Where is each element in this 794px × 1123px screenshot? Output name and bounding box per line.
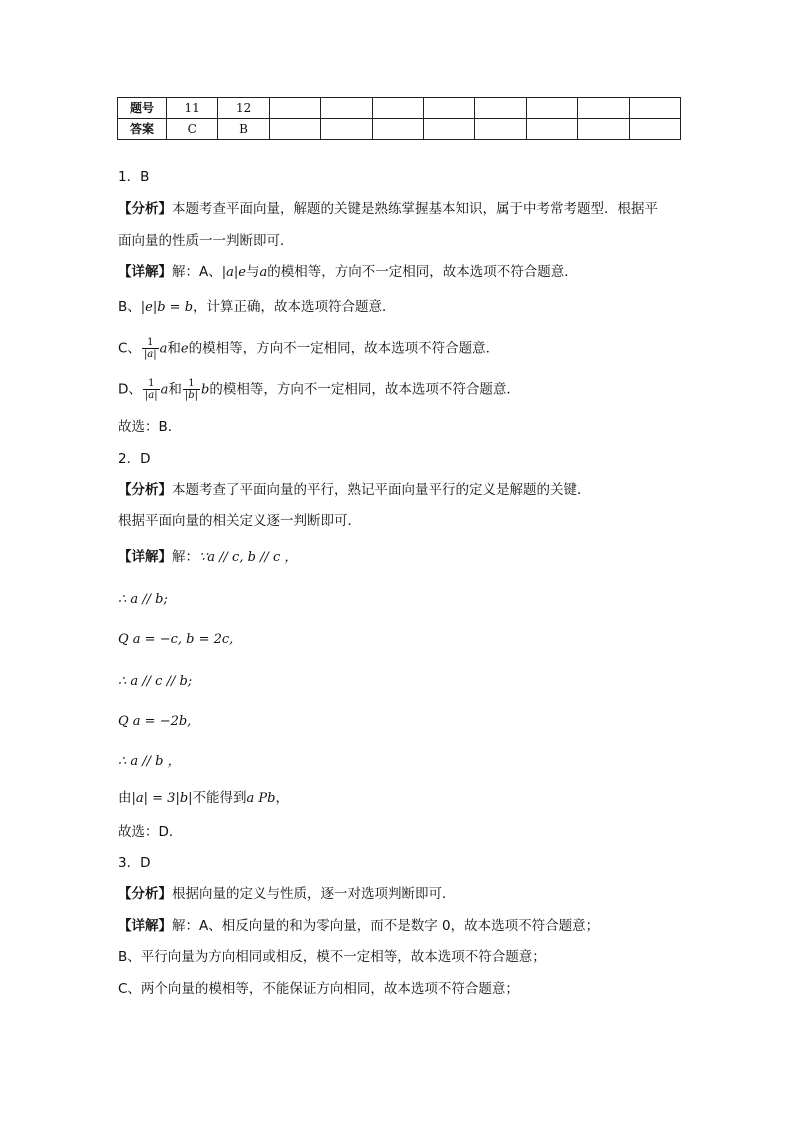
connector-text: 与 [245, 264, 260, 280]
answer-table-answer-row [118, 119, 681, 140]
q2-conclusion: 故选：D． [118, 824, 183, 840]
option-label: D、 [118, 381, 142, 398]
fraction [143, 378, 160, 401]
analysis-text: 本题考查平面向量，解题的关键是熟练掌握基本知识，属于中考常考题型．根据平 [172, 201, 658, 217]
analysis-tag: 【分析】 [118, 201, 172, 217]
fraction-numerator: 1 [142, 337, 159, 349]
q1-detail-b [118, 298, 396, 317]
math-expression: ∵a // c, b // c ， [199, 550, 298, 565]
q1-analysis-line-2: 面向量的性质一一判断即可． [118, 233, 294, 249]
number-header: 题号 [118, 98, 167, 119]
answer-cell [475, 119, 526, 140]
math-expression: ∴ a // b ， [118, 754, 181, 769]
explanation-text: 解：A、相反向量的和为零向量，而不是数字 0，故本选项不符合题意； [172, 918, 600, 934]
math-expression: b [201, 382, 210, 398]
math-expression: e [180, 341, 189, 357]
q2-detail-step-4 [118, 672, 192, 691]
answer-cell: C [167, 119, 218, 140]
number-cell: 12 [218, 98, 269, 119]
q1-analysis-line-1 [118, 200, 658, 218]
q3-detail-a [118, 917, 599, 935]
q1-detail-d [118, 378, 520, 401]
detail-tag: 【详解】 [118, 549, 172, 565]
analysis-tag: 【分析】 [118, 886, 172, 902]
math-expression: a [259, 265, 268, 280]
math-expression: a Pb [246, 791, 276, 806]
answer-cell [269, 119, 320, 140]
q1-conclusion: 故选：B． [118, 419, 182, 435]
number-cell [269, 98, 320, 119]
math-expression: ∴ a // c // b; [118, 674, 193, 689]
fraction [183, 378, 200, 401]
math-expression: |a|e [221, 265, 246, 280]
number-cell [423, 98, 474, 119]
q3-number: 3．D [118, 855, 151, 871]
answer-header: 答案 [118, 119, 167, 140]
number-cell [475, 98, 526, 119]
detail-tag: 【详解】 [118, 918, 172, 934]
q2-detail-step-7 [118, 789, 289, 808]
q1-number: 1．B [118, 169, 150, 185]
number-cell [321, 98, 372, 119]
q3-analysis-line-1 [118, 885, 456, 903]
connector-text: 由 [118, 790, 132, 806]
math-expression: |a| = 3|b| [131, 791, 193, 806]
number-cell [372, 98, 423, 119]
q3-detail-c: C、两个向量的模相等，不能保证方向相同，故本选项不符合题意； [118, 981, 519, 997]
answer-cell [423, 119, 474, 140]
analysis-text: 本题考查了平面向量的平行，熟记平面向量平行的定义是解题的关键． [172, 482, 591, 498]
q2-analysis-line-2: 根据平面向量的相关定义逐一判断即可． [118, 513, 361, 529]
math-expression: Q a = −c, b = 2c, [118, 632, 234, 647]
q2-number: 2．D [118, 451, 151, 467]
answer-cell [629, 119, 680, 140]
math-expression: a [159, 341, 168, 357]
answer-cell [321, 119, 372, 140]
math-expression: ∴ a // b; [118, 592, 168, 607]
q2-analysis-line-1 [118, 481, 591, 499]
explanation-text: ，计算正确，故本选项符合题意． [193, 299, 396, 315]
punctuation: ， [275, 790, 289, 806]
q2-detail-step-6 [118, 752, 181, 771]
fraction-denominator: |a| [143, 349, 157, 360]
q2-detail-step-1 [118, 548, 297, 567]
answer-cell [526, 119, 577, 140]
connector-text: 不能得到 [192, 790, 247, 806]
math-expression: a [160, 382, 169, 398]
q2-detail-step-5 [118, 712, 191, 731]
number-cell [526, 98, 577, 119]
fraction [142, 337, 159, 360]
option-label: B、 [118, 299, 141, 315]
q3-detail-b: B、平行向量为方向相同或相反，模不一定相等，故本选项不符合题意； [118, 949, 546, 965]
analysis-tag: 【分析】 [118, 482, 172, 498]
solution-prefix: 解： [172, 549, 199, 565]
answer-table-number-row [118, 98, 681, 119]
fraction-numerator: 1 [143, 378, 160, 390]
explanation-text: 的模相等，方向不一定相同，故本选项不符合题意． [188, 340, 500, 357]
answer-cell [372, 119, 423, 140]
explanation-text: 的模相等，方向不一定相同，故本选项不符合题意． [267, 264, 578, 280]
number-cell [578, 98, 629, 119]
fraction-numerator: 1 [183, 378, 200, 390]
math-expression: Q a = −2b, [118, 714, 192, 729]
connector-text: 和 [167, 340, 181, 357]
q1-detail-c [118, 337, 499, 360]
answer-cell: B [218, 119, 269, 140]
analysis-text: 根据向量的定义与性质，逐一对选项判断即可． [172, 886, 456, 902]
q2-detail-step-3 [118, 630, 233, 649]
option-label: C、 [118, 340, 141, 357]
fraction-denominator: |b| [184, 390, 199, 401]
fraction-denominator: |a| [144, 390, 158, 401]
math-expression: |e|b = b [140, 300, 194, 315]
explanation-text: 的模相等，方向不一定相同，故本选项不符合题意． [209, 381, 520, 398]
option-label: 解：A、 [172, 264, 222, 280]
detail-tag: 【详解】 [118, 264, 172, 280]
q2-detail-step-2 [118, 590, 168, 609]
answer-cell [578, 119, 629, 140]
number-cell: 11 [167, 98, 218, 119]
q1-detail-a [118, 263, 578, 282]
connector-text: 和 [168, 381, 182, 398]
number-cell [629, 98, 680, 119]
answer-table [117, 97, 681, 140]
